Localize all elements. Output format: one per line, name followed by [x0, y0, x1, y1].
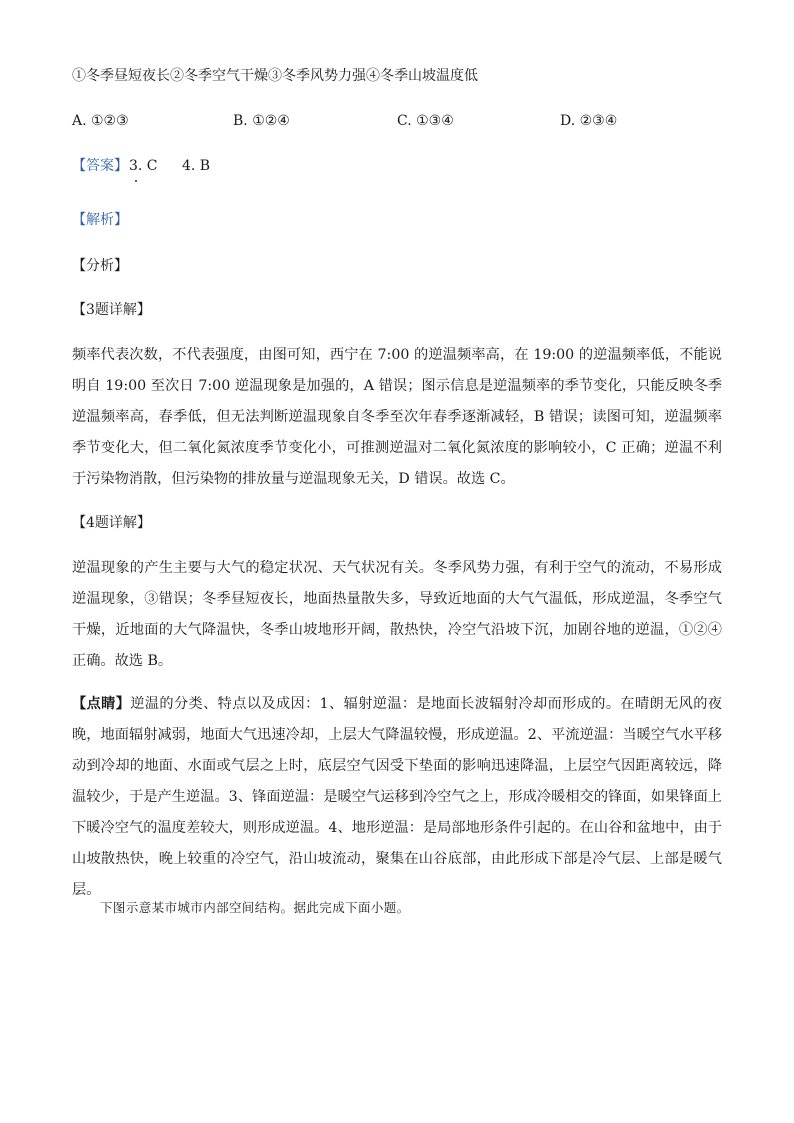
q3-detail-paragraph [72, 340, 722, 495]
answer-q4: 4. B [182, 158, 211, 174]
choice-c: C. ①③④ [397, 113, 454, 129]
choice-a: A. ①②③ [72, 113, 129, 129]
analysis-tag: 【解析】 [72, 212, 128, 228]
choice-d: D. ②③④ [560, 113, 618, 129]
q4-detail-text: 逆温现象的产生主要与大气的稳定状况、天气状况有关。冬季风势力强，有利于空气的流动，不易形成逆温现象，③错误；冬季昼短夜长，地面热量散失多，导致近地面的大气气温低，形成逆温，冬季空气干燥，近地面的大气降温快，冬季山坡地形开阔，散热快，冷空气沿坡下沉，加剧谷地的逆温，①②④正确。故选 B。 [72, 560, 722, 669]
next-question-intro: 下图示意某市城市内部空间结构。据此完成下面小题。 [100, 900, 410, 915]
tip-tag: 【点睛】 [72, 696, 131, 712]
q3-detail-tag: 【3题详解】 [72, 302, 151, 318]
q4-detail-tag: 【4题详解】 [72, 515, 151, 531]
answer-q3: 3. C [129, 158, 158, 174]
choice-b: B. ①②④ [233, 113, 290, 129]
tip-text: 逆温的分类、特点以及成因：1、辐射逆温：是地面长波辐射冷却而形成的。在晴朗无风的夜晚，地面辐射减弱，地面大气迅速冷却，上层大气降温较慢，形成逆温。2、平流逆温：当暖空气水平移动到冷却的地面、水面或气层之上时，底层空气因受下垫面的影响迅速降温，上层空气因距离较远，降温较少，于是产生逆温。3、锋面逆温：是暖空气运移到冷空气之上，形成冷暖相交的锋面，如果锋面上下暖冷空气的温度差较大，则形成逆温。4、地形逆温：是局部地形条件引起的。在山谷和盆地中，由于山坡散热快，晚上较重的冷空气，沿山坡流动，聚集在山谷底部，由此形成下部是冷气层、上部是暖气层。 [72, 696, 722, 898]
answer-tag: 【答案】 [72, 158, 128, 174]
fenxi-tag: 【分析】 [72, 258, 128, 274]
q3-detail-text: 频率代表次数，不代表强度，由图可知，西宁在 7:00 的逆温频率高，在 19:00 的逆温频率低，不能说明自 19:00 至次日 7:00 逆温现象是加强的，A 错误；图示信息是逆温频率的季节变化，只能反映冬季逆温频率高，春季低，但无法判断逆温现象自冬季至次年春季逐渐减轻，B 错误；读图可知，逆温频率季节变化大，但二氧化氮浓度季节变化小，可推测逆温对二氧化氮浓度的影响较小，C 正确；逆温不利于污染物消散，但污染物的排放量与逆温现象无关，D 错误。故选 C。 [72, 347, 722, 487]
q4-detail-paragraph [72, 553, 722, 677]
tip-paragraph [72, 689, 722, 906]
question-options-line: ①冬季昼短夜长②冬季空气干燥③冬季风势力强④冬季山坡温度低 [72, 68, 478, 84]
decorative-dot [135, 180, 137, 182]
